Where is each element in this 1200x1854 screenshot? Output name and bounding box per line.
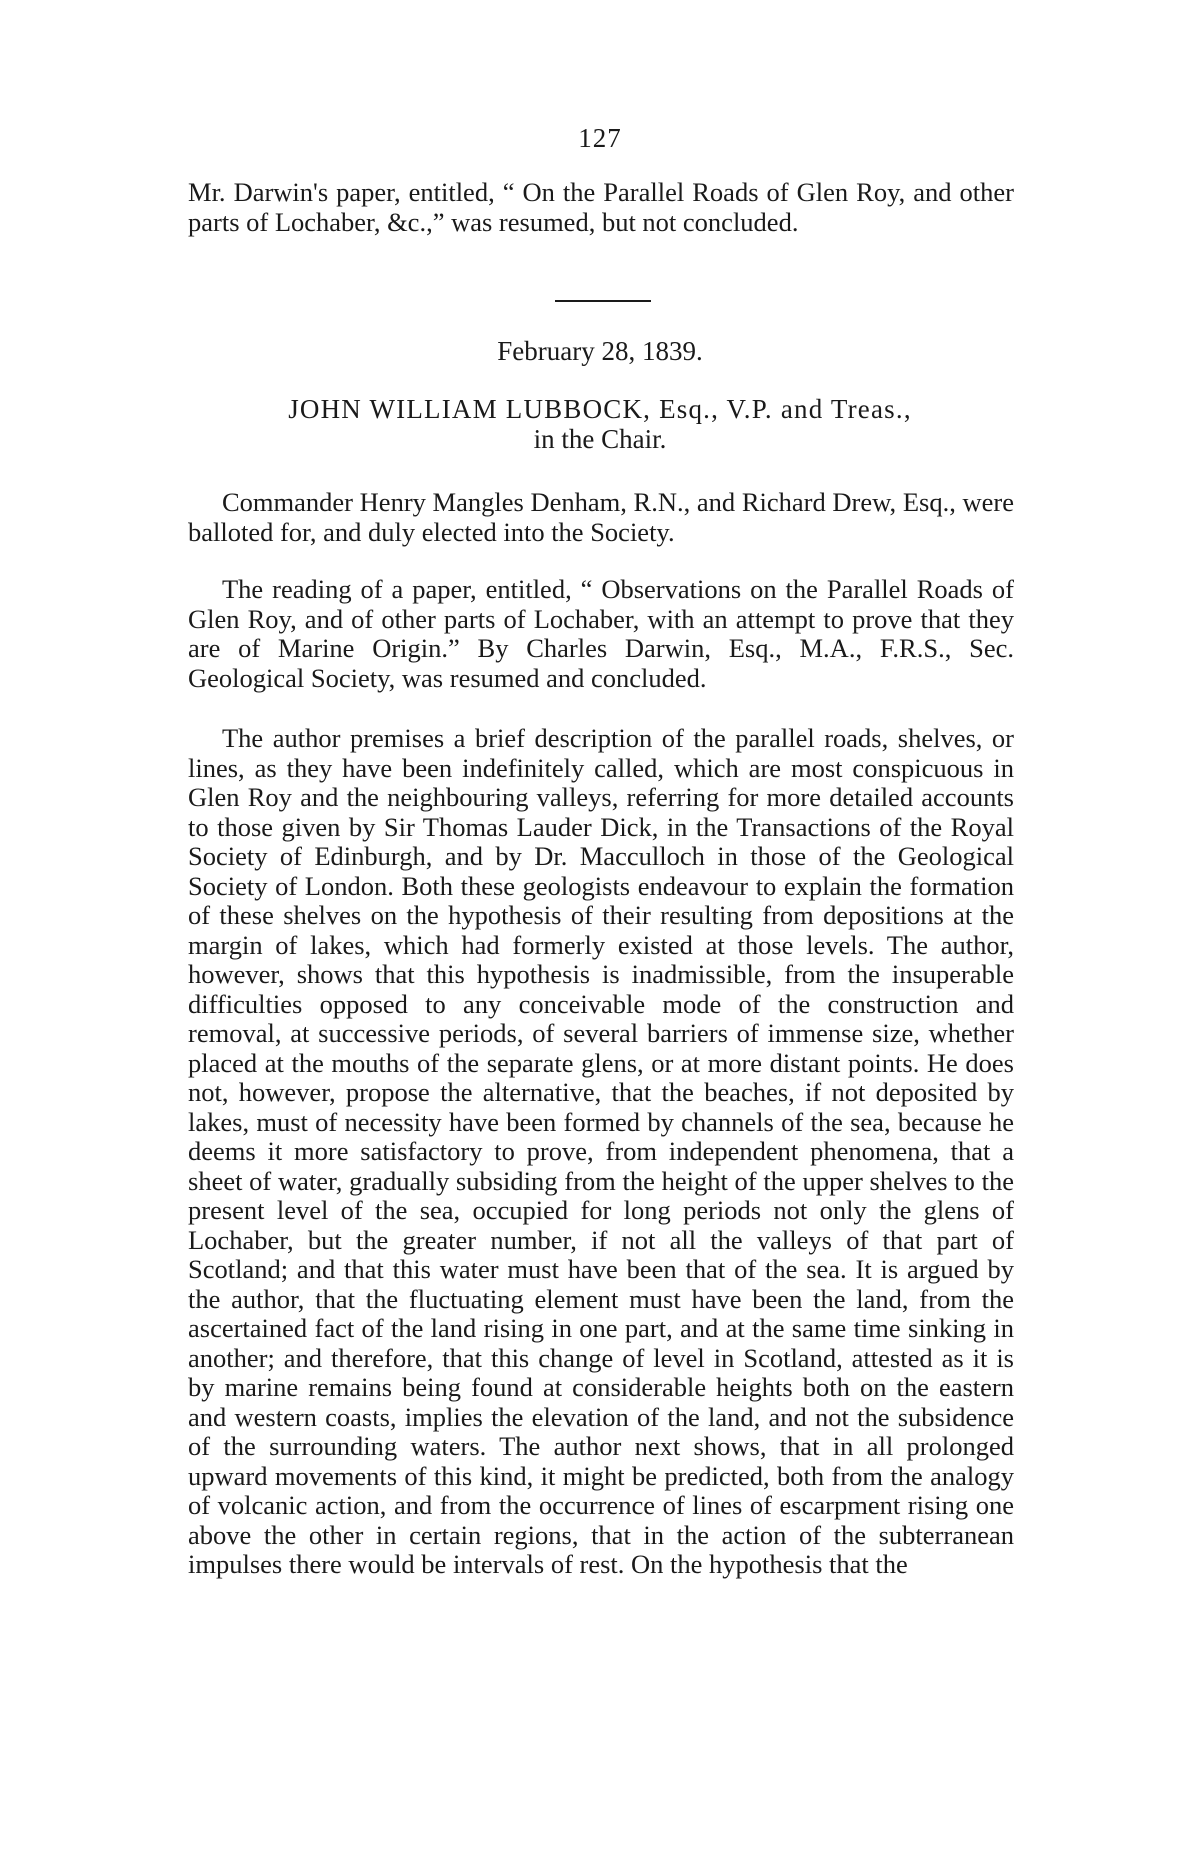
- page-number: 127: [578, 123, 622, 153]
- chair-name: JOHN WILLIAM LUBBOCK, Esq., V.P. and Treas.,: [288, 394, 912, 424]
- chair-suffix: in the Chair.: [533, 424, 667, 454]
- paragraph-reading: The reading of a paper, entitled, “ Observations on the Parallel Roads of Glen Roy, and of other parts of Lochaber, with an attempt to prove that they are of Marine Origin.” By Charles Darwin, Esq., M.A., F.R.S., Sec. Geological Society, was resumed and concluded.: [188, 574, 1014, 693]
- paragraph-ballot: Commander Henry Mangles Denham, R.N., and Richard Drew, Esq., were balloted for, and duly elected into the Society.: [188, 487, 1014, 547]
- paragraph-author-premises: The author premises a brief description of the parallel roads, shelves, or lines, as they have been indefinitely called, which are most conspicuous in Glen Roy and the neighbouring valleys, referring for more detailed accounts to those given by Sir Thomas Lauder Dick, in the Transactions of the Royal Society of Edinburgh, and by Dr. Macculloch in those of the Geological Society of London. Both these geologists endeavour to explain the formation of these shelves on the hypothesis of their resulting from depositions at the margin of lakes, which had formerly existed at those levels. The author, however, shows that this hypothesis is inadmissible, from the insuperable difficulties opposed to any conceivable mode of the construction and removal, at successive periods, of several barriers of immense size, whether placed at the mouths of the separate glens, or at more distant points. He does not, however, propose the alternative, that the beaches, if not deposited by lakes, must of necessity have been formed by channels of the sea, because he deems it more satisfactory to prove, from independent phenomena, that a sheet of water, gradually subsiding from the height of the upper shelves to the present level of the sea, occupied for long periods not only the glens of Lochaber, but the greater number, if not all the valleys of that part of Scotland; and that this water must have been that of the sea. It is argued by the author, that the fluctuating element must have been the land, from the ascertained fact of the land rising in one part, and at the same time sinking in another; and therefore, that this change of level in Scotland, attested as it is by marine remains being found at considerable heights both on the eastern and western coasts, implies the elevation of the land, and not the subsidence of the surrounding waters. The author next shows, that in all prolonged upward movements of this kind, it might be predicted, both from the analogy of volcanic action, and from the occurrence of lines of escarpment rising one above the other in certain regions, that in the action of the subterranean impulses there would be intervals of rest. On the hypothesis that the: [188, 723, 1014, 1579]
- chair-block: [0, 394, 1200, 454]
- section-divider: [555, 300, 651, 302]
- paragraph-paper-resumed: Mr. Darwin's paper, entitled, “ On the Parallel Roads of Glen Roy, and other parts of Lochaber, &c.,” was resumed, but not concluded.: [188, 177, 1014, 237]
- meeting-date: February 28, 1839.: [497, 336, 703, 366]
